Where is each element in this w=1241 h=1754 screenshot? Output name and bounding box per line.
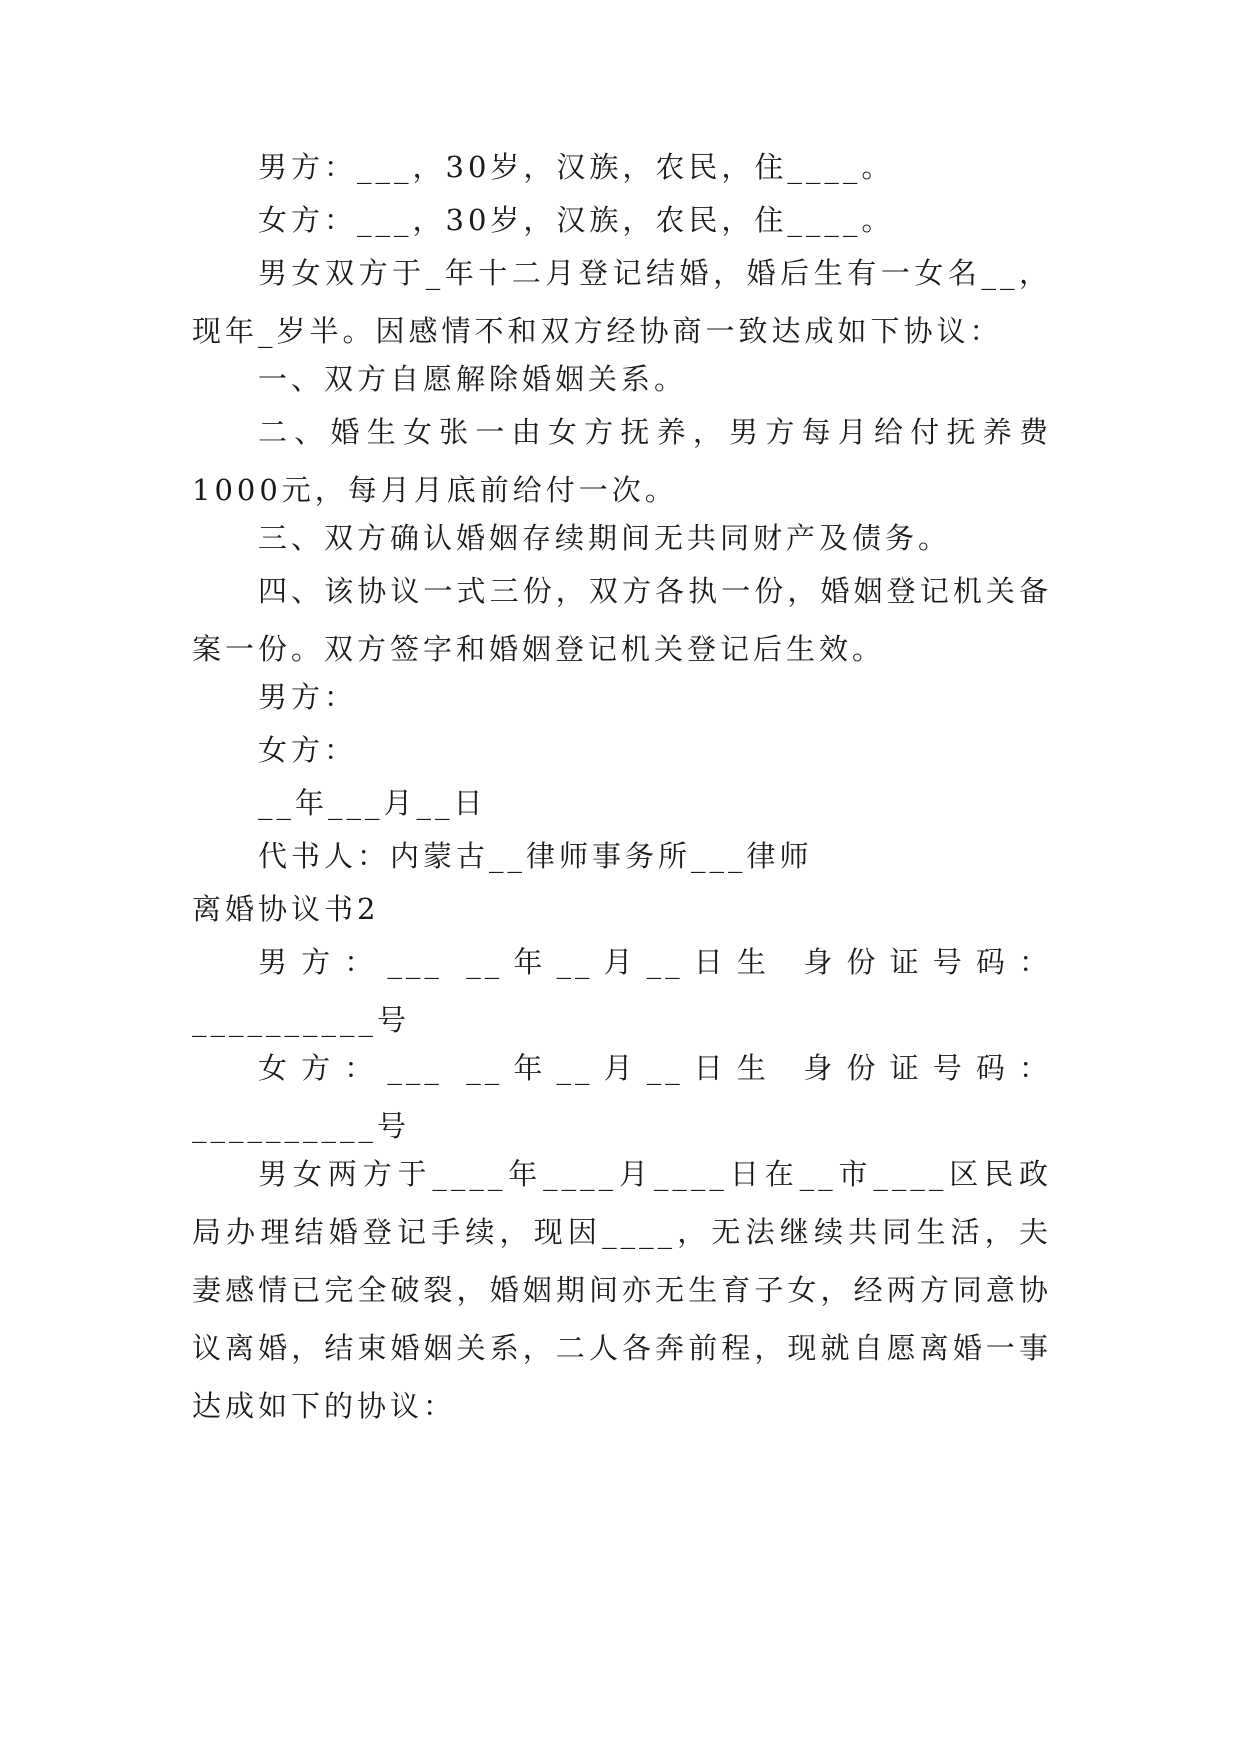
female-party-info: 女方：___，30岁，汉族，农民，住____。	[258, 203, 895, 237]
female-signature-label: 女方：	[258, 733, 358, 767]
female-party-id-info: 女方：___ __年__月__日生 身份证号码：__________号	[192, 1051, 1052, 1143]
clause-one: 一、双方自愿解除婚姻关系。	[258, 362, 688, 396]
clause-two: 二、婚生女张一由女方抚养，男方每月给付抚养费1000元，每月月底前给付一次。	[192, 415, 1052, 507]
section-title-agreement-2: 离婚协议书2	[192, 892, 380, 926]
clause-four: 四、该协议一式三份，双方各执一份，婚姻登记机关备案一份。双方签字和婚姻登记机关登记后生效。	[192, 574, 1052, 666]
male-party-info: 男方：___，30岁，汉族，农民，住____。	[258, 150, 895, 184]
marriage-registration-paragraph: 男女两方于____年____月____日在__市____区民政局办理结婚登记手续，现因____，无法继续共同生活，夫妻感情已完全破裂，婚姻期间亦无生育子女，经两方同意协议离婚，结束婚姻关系，二人各奔前程，现就自愿离婚一事达成如下的协议：	[192, 1157, 1052, 1423]
male-signature-label: 男方：	[258, 680, 358, 714]
marriage-background-paragraph: 男女双方于_年十二月登记结婚，婚后生有一女名__，现年_岁半。因感情不和双方经协商一致达成如下协议：	[192, 256, 1052, 348]
scribe-line: 代书人：内蒙古__律师事务所___律师	[258, 839, 813, 873]
male-party-id-info: 男方：___ __年__月__日生 身份证号码：__________号	[192, 945, 1052, 1037]
date-line: __年___月__日	[258, 786, 487, 820]
clause-three: 三、双方确认婚姻存续期间无共同财产及债务。	[258, 521, 952, 555]
